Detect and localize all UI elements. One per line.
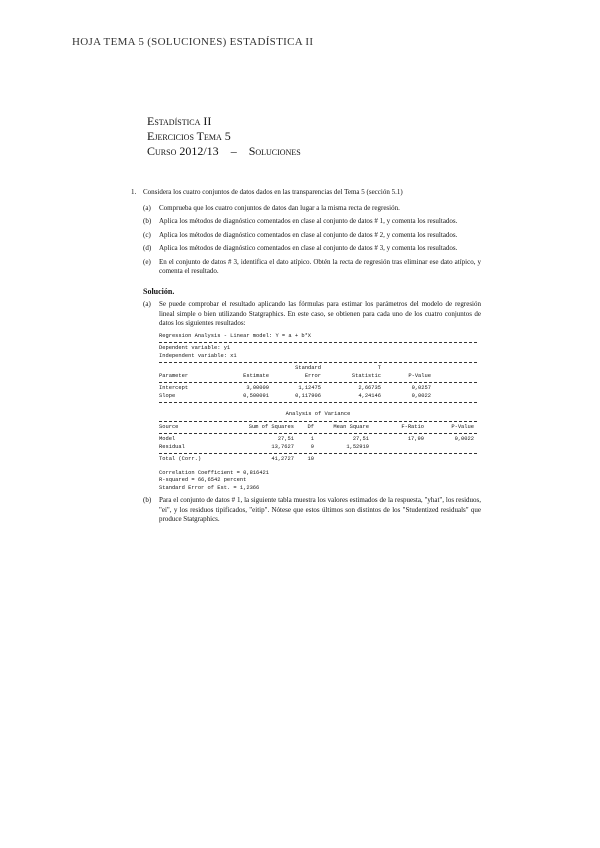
divider xyxy=(159,402,477,403)
table-row: Model 27,51 1 27,51 17,99 0,0022 xyxy=(159,436,474,442)
title-dash: – xyxy=(230,144,237,158)
list-item: (a) Comprueba que los cuatro conjuntos de datos dan lugar a la misma recta de regresión. xyxy=(143,203,400,212)
course-title: Estadística II xyxy=(147,114,212,128)
coef-header-top: Standard T xyxy=(295,365,381,371)
question-items xyxy=(143,204,481,277)
table-row: Intercept 3,00009 1,12475 2,66735 0,0257 xyxy=(159,385,431,391)
anova-title: Analysis of Variance xyxy=(285,411,351,417)
solution-b-letter: (b) xyxy=(143,496,152,504)
independent-variable: Independent variable: x1 xyxy=(159,352,237,359)
solutions-label: Soluciones xyxy=(248,144,301,158)
anova-header: Source Sum of Squares Df Mean Square F-Ratio P-Value xyxy=(159,423,474,430)
list-item: (c) Aplica los métodos de diagnóstico comentados en clase al conjunto de datos # 2, y comenta los resultados. xyxy=(143,230,458,239)
anova-total-row: Total (Corr.) 41,2727 10 xyxy=(159,456,314,462)
list-item: (d) Aplica los métodos de diagnóstico comentados en clase al conjunto de datos # 3, y comenta los resultados. xyxy=(143,244,458,252)
stat-std-error: Standard Error of Est. = 1,2366 xyxy=(159,484,260,491)
coef-header: Parameter Estimate Error Statistic P-Value xyxy=(159,372,431,379)
divider xyxy=(159,382,477,383)
divider xyxy=(159,421,477,422)
solution-b xyxy=(143,496,481,525)
table-row: Residual 13,7627 9 1,52919 xyxy=(159,443,369,450)
solution-b-text: Para el conjunto de datos # 1, la siguiente tabla muestra los valores estimados de la respuesta, "yhat", los residuos, "ei", y los residuos tipificados, "eitip". Nótese que estos últimos son distintos de los "Studentized residuals" que produce Statgraphics. xyxy=(159,496,481,523)
divider xyxy=(159,342,477,343)
question-1 xyxy=(131,188,481,281)
divider xyxy=(159,453,477,454)
title-block xyxy=(147,114,301,159)
exercises-title: Ejercicios Tema 5 xyxy=(147,129,231,143)
regression-output xyxy=(159,333,481,493)
solution-a-letter: (a) xyxy=(143,300,151,308)
question-text: Considera los cuatro conjuntos de datos dados en las transparencias del Tema 5 (sección 5.1) xyxy=(143,188,403,196)
list-item: (e) En el conjunto de datos # 3, identifica el dato atípico. Obtén la recta de regresión tras eliminar ese dato atípico, y comenta el resultado. xyxy=(143,257,481,275)
stat-r-squared: R-squared = 66,6542 percent xyxy=(159,477,247,483)
solution-a-text: Se puede comprobar el resultado aplicando las fórmulas para estimar los parámetros del modelo de regresión lineal simple o bien utilizando Statgraphics. En este caso, se obtienen para cada uno de los cuatro conjuntos de datos los siguientes resultados: xyxy=(159,300,481,327)
list-item: (b) Aplica los métodos de diagnóstico comentados en clase al conjunto de datos # 1, y comenta los resultados. xyxy=(143,217,458,225)
course-year-line xyxy=(147,144,301,159)
document-body xyxy=(131,188,481,529)
question-number: 1. xyxy=(131,188,137,196)
divider xyxy=(159,433,477,434)
solution-heading: Solución. xyxy=(143,286,175,296)
table-row: Slope 0,500091 0,117906 4,24146 0,0022 xyxy=(159,392,431,399)
solution-a xyxy=(143,300,481,329)
running-header: HOJA TEMA 5 (SOLUCIONES) ESTADÍSTICA II xyxy=(72,36,314,48)
course-year: Curso 2012/13 xyxy=(147,144,219,158)
stat-correlation: Correlation Coefficient = 0,816421 xyxy=(159,469,269,476)
dependent-variable: Dependent variable: y1 xyxy=(159,345,231,351)
regression-title: Regression Analysis - Linear model: Y = a + b*X xyxy=(159,332,312,339)
divider xyxy=(159,362,477,363)
